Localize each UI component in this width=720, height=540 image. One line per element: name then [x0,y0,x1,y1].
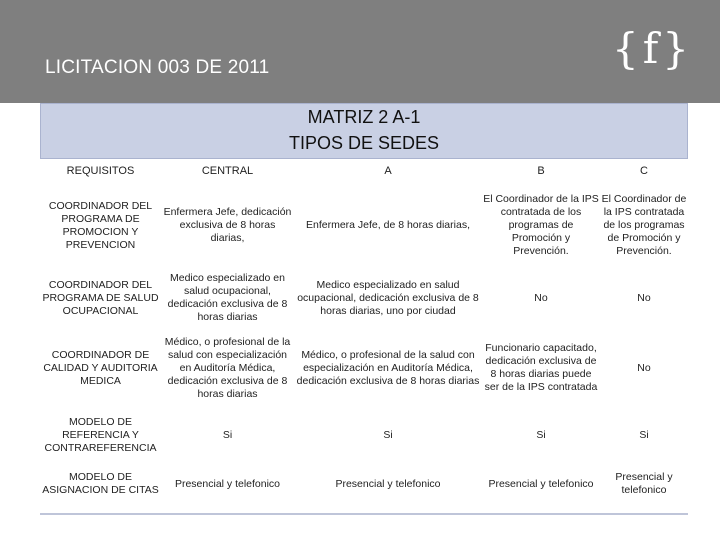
cell-b: Presencial y telefonico [482,461,600,507]
cell-central: Presencial y telefonico [161,461,294,507]
cell-b: Funcionario capacitado, dedicación exclusiva de 8 horas diarias puede ser de la IPS contratada [482,327,600,409]
table-row [40,182,688,269]
column-header-requisitos: REQUISITOS [66,165,135,177]
brand-logo-icon: {f} [612,24,693,73]
column-header-c: C [640,165,648,177]
cell-central: Médico, o profesional de la salud con especialización en Auditoría Médica, dedicación exclusiva de 8 horas diarias [161,327,294,409]
cell-requisito: COORDINADOR DEL PROGRAMA DE PROMOCION Y PREVENCION [40,182,161,269]
cell-c: No [600,327,688,409]
cell-c: El Coordinador de la IPS contratada de los programas de Promoción y Prevención. [600,182,688,269]
table-row [40,327,688,409]
column-header-central: CENTRAL [201,165,254,177]
cell-a: Enfermera Jefe, de 8 horas diarias, [294,182,482,269]
table-row [40,409,688,461]
column-header-a: A [384,165,392,177]
cell-central: Enfermera Jefe, dedicación exclusiva de 8 horas diarias, [161,182,294,269]
cell-a: Médico, o profesional de la salud con especialización en Auditoría Médica, dedicación exclusiva de 8 horas diarias [294,327,482,409]
cell-requisito: COORDINADOR DE CALIDAD Y AUDITORIA MEDICA [40,327,161,409]
cell-requisito: COORDINADOR DEL PROGRAMA DE SALUD OCUPACIONAL [40,269,161,327]
cell-b: No [482,269,600,327]
footer-divider [40,513,688,515]
cell-c: No [600,269,688,327]
cell-requisito: MODELO DE REFERENCIA Y CONTRAREFERENCIA [40,409,161,461]
matrix-subtitle: TIPOS DE SEDES [288,133,440,153]
column-header-b: B [537,165,545,177]
table-row [40,461,688,507]
cell-central: Si [161,409,294,461]
table-header-row [40,161,688,182]
matrix-title-box [40,103,688,159]
table-row [40,269,688,327]
cell-a: Presencial y telefonico [294,461,482,507]
cell-central: Medico especializado en salud ocupacional, dedicación exclusiva de 8 horas diarias [161,269,294,327]
matrix-title: MATRIZ 2 A-1 [307,107,421,127]
cell-c: Si [600,409,688,461]
cell-b: El Coordinador de la IPS contratada de los programas de Promoción y Prevención. [482,182,600,269]
requirements-table [40,161,688,507]
cell-c: Presencial y telefonico [600,461,688,507]
slide-title: LICITACION 003 DE 2011 [45,57,270,78]
cell-b: Si [482,409,600,461]
cell-requisito: MODELO DE ASIGNACION DE CITAS [40,461,161,507]
cell-a: Si [294,409,482,461]
cell-a: Medico especializado en salud ocupacional, dedicación exclusiva de 8 horas diarias, uno por ciudad [294,269,482,327]
